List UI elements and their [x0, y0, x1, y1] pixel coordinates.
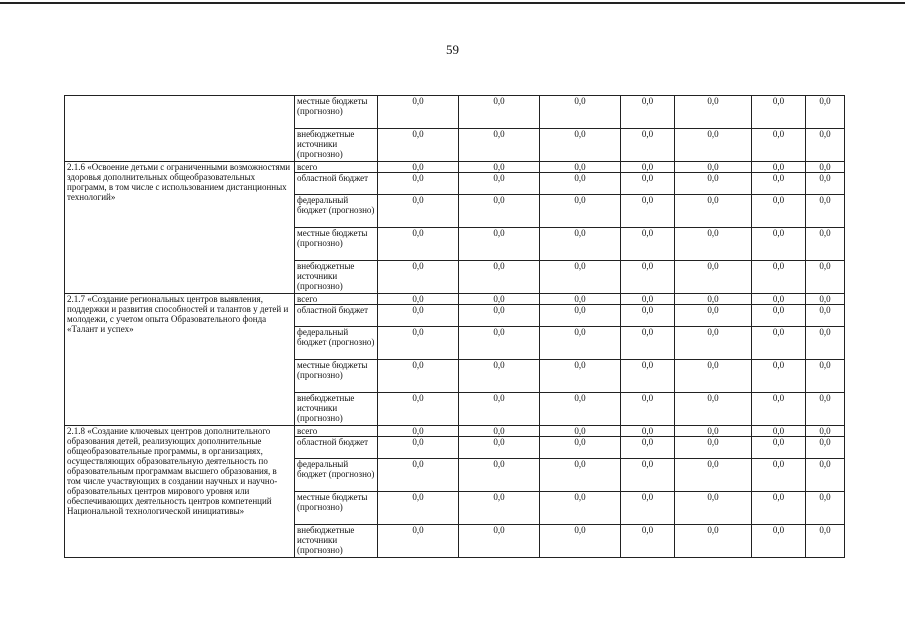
amount-cell: 0,0 — [752, 305, 806, 327]
amount-cell: 0,0 — [540, 294, 621, 305]
amount-cell: 0,0 — [806, 129, 845, 162]
table-row — [65, 426, 845, 437]
amount-cell: 0,0 — [621, 360, 675, 393]
amount-cell: 0,0 — [540, 459, 621, 492]
top-border-rule — [0, 2, 905, 4]
amount-cell: 0,0 — [621, 327, 675, 360]
amount-cell: 0,0 — [621, 492, 675, 525]
funding-source: областной бюджет — [295, 173, 378, 195]
amount-cell: 0,0 — [378, 294, 459, 305]
amount-cell: 0,0 — [621, 173, 675, 195]
amount-cell: 0,0 — [459, 459, 540, 492]
amount-cell: 0,0 — [806, 294, 845, 305]
amount-cell: 0,0 — [675, 492, 752, 525]
amount-cell: 0,0 — [540, 195, 621, 228]
amount-cell: 0,0 — [806, 360, 845, 393]
amount-cell: 0,0 — [378, 492, 459, 525]
amount-cell: 0,0 — [806, 426, 845, 437]
funding-source: внебюджетные источники (прогнозно) — [295, 393, 378, 426]
budget-table-body — [65, 96, 845, 558]
funding-source: областной бюджет — [295, 437, 378, 459]
amount-cell: 0,0 — [540, 426, 621, 437]
funding-source: федеральный бюджет (прогнозно) — [295, 459, 378, 492]
amount-cell: 0,0 — [806, 228, 845, 261]
amount-cell: 0,0 — [378, 261, 459, 294]
amount-cell: 0,0 — [459, 437, 540, 459]
amount-cell: 0,0 — [752, 393, 806, 426]
amount-cell: 0,0 — [621, 129, 675, 162]
amount-cell: 0,0 — [806, 525, 845, 558]
amount-cell: 0,0 — [752, 459, 806, 492]
amount-cell: 0,0 — [459, 426, 540, 437]
amount-cell: 0,0 — [621, 228, 675, 261]
amount-cell: 0,0 — [675, 129, 752, 162]
funding-source: местные бюджеты (прогнозно) — [295, 96, 378, 129]
amount-cell: 0,0 — [378, 459, 459, 492]
funding-source: федеральный бюджет (прогнозно) — [295, 327, 378, 360]
amount-cell: 0,0 — [459, 96, 540, 129]
amount-cell: 0,0 — [621, 96, 675, 129]
measure-title: 2.1.8 «Создание ключевых центров дополнительного образования детей, реализующих дополнительные общеобразовательные программы, в организациях, осуществляющих образовательную деятельность по образовательным программам высшего образования, в том числе участвующих в создании научных и научно-образовательных центров мирового уровня или обеспечивающих деятельность центров компетенций Национальной технологической инициативы» — [65, 426, 295, 558]
amount-cell: 0,0 — [675, 360, 752, 393]
amount-cell: 0,0 — [378, 173, 459, 195]
amount-cell: 0,0 — [378, 96, 459, 129]
amount-cell: 0,0 — [752, 162, 806, 173]
amount-cell: 0,0 — [752, 173, 806, 195]
amount-cell: 0,0 — [675, 426, 752, 437]
amount-cell: 0,0 — [675, 525, 752, 558]
amount-cell: 0,0 — [806, 459, 845, 492]
amount-cell: 0,0 — [675, 393, 752, 426]
measure-title — [65, 96, 295, 162]
amount-cell: 0,0 — [806, 195, 845, 228]
amount-cell: 0,0 — [540, 437, 621, 459]
amount-cell: 0,0 — [621, 426, 675, 437]
amount-cell: 0,0 — [806, 327, 845, 360]
amount-cell: 0,0 — [621, 459, 675, 492]
measure-title: 2.1.7 «Создание региональных центров выявления, поддержки и развития способностей и талантов у детей и молодежи, с учетом опыта Образовательного фонда «Талант и успех» — [65, 294, 295, 426]
funding-source: областной бюджет — [295, 305, 378, 327]
amount-cell: 0,0 — [459, 305, 540, 327]
amount-cell: 0,0 — [540, 492, 621, 525]
funding-source: местные бюджеты (прогнозно) — [295, 228, 378, 261]
amount-cell: 0,0 — [459, 173, 540, 195]
amount-cell: 0,0 — [806, 173, 845, 195]
funding-source: местные бюджеты (прогнозно) — [295, 360, 378, 393]
amount-cell: 0,0 — [378, 228, 459, 261]
amount-cell: 0,0 — [540, 162, 621, 173]
amount-cell: 0,0 — [459, 525, 540, 558]
amount-cell: 0,0 — [459, 393, 540, 426]
amount-cell: 0,0 — [540, 228, 621, 261]
amount-cell: 0,0 — [378, 305, 459, 327]
amount-cell: 0,0 — [621, 261, 675, 294]
amount-cell: 0,0 — [675, 261, 752, 294]
amount-cell: 0,0 — [459, 294, 540, 305]
amount-cell: 0,0 — [675, 162, 752, 173]
amount-cell: 0,0 — [378, 327, 459, 360]
funding-source: всего — [295, 162, 378, 173]
amount-cell: 0,0 — [459, 195, 540, 228]
amount-cell: 0,0 — [540, 525, 621, 558]
amount-cell: 0,0 — [675, 96, 752, 129]
amount-cell: 0,0 — [752, 294, 806, 305]
amount-cell: 0,0 — [806, 437, 845, 459]
amount-cell: 0,0 — [378, 162, 459, 173]
amount-cell: 0,0 — [806, 96, 845, 129]
amount-cell: 0,0 — [752, 195, 806, 228]
amount-cell: 0,0 — [806, 393, 845, 426]
amount-cell: 0,0 — [752, 525, 806, 558]
amount-cell: 0,0 — [675, 195, 752, 228]
budget-table — [64, 95, 845, 558]
amount-cell: 0,0 — [675, 305, 752, 327]
amount-cell: 0,0 — [378, 129, 459, 162]
amount-cell: 0,0 — [621, 393, 675, 426]
amount-cell: 0,0 — [752, 96, 806, 129]
amount-cell: 0,0 — [540, 393, 621, 426]
amount-cell: 0,0 — [621, 525, 675, 558]
amount-cell: 0,0 — [752, 426, 806, 437]
amount-cell: 0,0 — [752, 492, 806, 525]
amount-cell: 0,0 — [540, 173, 621, 195]
amount-cell: 0,0 — [459, 261, 540, 294]
amount-cell: 0,0 — [459, 360, 540, 393]
amount-cell: 0,0 — [459, 129, 540, 162]
amount-cell: 0,0 — [752, 129, 806, 162]
amount-cell: 0,0 — [752, 261, 806, 294]
amount-cell: 0,0 — [378, 195, 459, 228]
amount-cell: 0,0 — [459, 492, 540, 525]
table-row — [65, 96, 845, 129]
amount-cell: 0,0 — [621, 437, 675, 459]
amount-cell: 0,0 — [459, 327, 540, 360]
amount-cell: 0,0 — [752, 228, 806, 261]
funding-source: внебюджетные источники (прогнозно) — [295, 129, 378, 162]
table-row — [65, 162, 845, 173]
amount-cell: 0,0 — [675, 294, 752, 305]
amount-cell: 0,0 — [540, 327, 621, 360]
amount-cell: 0,0 — [621, 195, 675, 228]
amount-cell: 0,0 — [806, 492, 845, 525]
amount-cell: 0,0 — [675, 228, 752, 261]
page-number: 59 — [446, 42, 459, 57]
amount-cell: 0,0 — [675, 437, 752, 459]
amount-cell: 0,0 — [752, 360, 806, 393]
amount-cell: 0,0 — [540, 360, 621, 393]
table-row — [65, 294, 845, 305]
amount-cell: 0,0 — [621, 162, 675, 173]
funding-source: федеральный бюджет (прогнозно) — [295, 195, 378, 228]
amount-cell: 0,0 — [378, 426, 459, 437]
amount-cell: 0,0 — [621, 305, 675, 327]
amount-cell: 0,0 — [540, 129, 621, 162]
amount-cell: 0,0 — [378, 393, 459, 426]
amount-cell: 0,0 — [459, 228, 540, 261]
funding-source: всего — [295, 294, 378, 305]
measure-title: 2.1.6 «Освоение детьми с ограниченными возможностями здоровья дополнительных общеобразовательных программ, в том числе с использованием дистанционных технологий» — [65, 162, 295, 294]
amount-cell: 0,0 — [378, 360, 459, 393]
amount-cell: 0,0 — [752, 437, 806, 459]
funding-source: местные бюджеты (прогнозно) — [295, 492, 378, 525]
funding-source: внебюджетные источники (прогнозно) — [295, 525, 378, 558]
amount-cell: 0,0 — [675, 459, 752, 492]
amount-cell: 0,0 — [540, 305, 621, 327]
amount-cell: 0,0 — [540, 261, 621, 294]
amount-cell: 0,0 — [806, 305, 845, 327]
amount-cell: 0,0 — [752, 327, 806, 360]
amount-cell: 0,0 — [806, 261, 845, 294]
amount-cell: 0,0 — [459, 162, 540, 173]
amount-cell: 0,0 — [378, 525, 459, 558]
funding-source: всего — [295, 426, 378, 437]
amount-cell: 0,0 — [675, 327, 752, 360]
amount-cell: 0,0 — [540, 96, 621, 129]
amount-cell: 0,0 — [378, 437, 459, 459]
amount-cell: 0,0 — [806, 162, 845, 173]
funding-source: внебюджетные источники (прогнозно) — [295, 261, 378, 294]
amount-cell: 0,0 — [621, 294, 675, 305]
amount-cell: 0,0 — [675, 173, 752, 195]
